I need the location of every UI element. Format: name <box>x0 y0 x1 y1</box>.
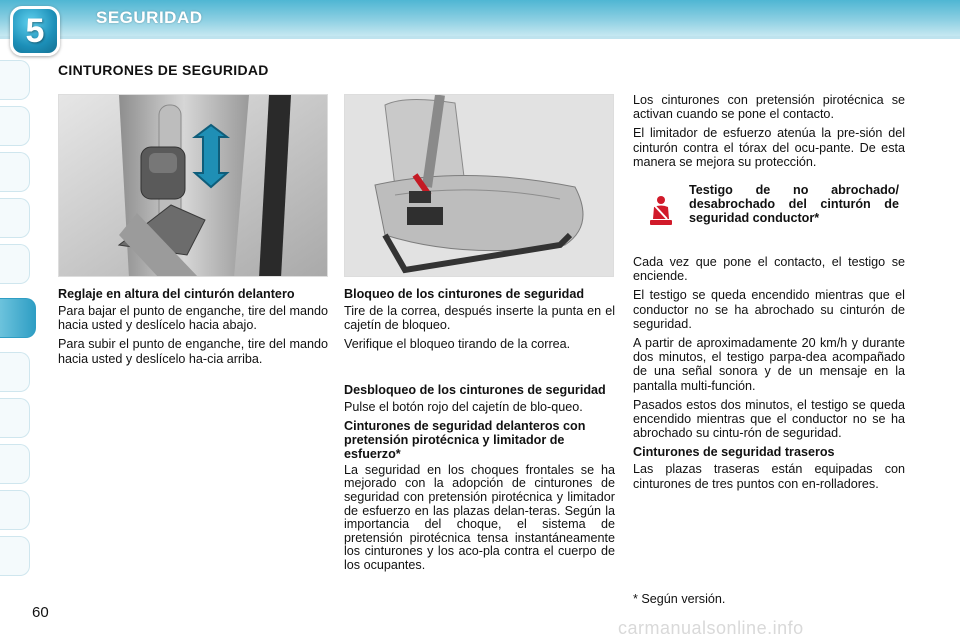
chapter-tab[interactable] <box>0 60 30 100</box>
belt-height-adjuster-illustration <box>59 95 328 277</box>
header-divider <box>0 36 960 39</box>
rear-belts-paragraph: Las plazas traseras están equipadas con cinturones de tres puntos con en-rolladores. <box>633 462 905 491</box>
warning-paragraph: A partir de aproximadamente 20 km/h y durante dos minutos, el testigo parpa-dea acompañado de una señal sonora y de un mensaje en la pantalla multi-función. <box>633 336 905 393</box>
seat-buckle-photo <box>344 94 614 277</box>
footnote: * Según versión. <box>633 592 726 606</box>
chapter-title: SEGURIDAD <box>96 8 203 27</box>
chapter-tab[interactable] <box>0 444 30 484</box>
seatbelt-warning-icon <box>645 195 677 227</box>
chapter-tab-active[interactable] <box>0 298 36 338</box>
seat-buckle-illustration <box>345 95 614 277</box>
warning-paragraph: Pasados estos dos minutos, el testigo se queda encendido mientras que el conductor no se ha abrochado su cintu-rón de seguridad. <box>633 397 905 441</box>
warning-light-block <box>633 183 905 249</box>
warning-light-title: Testigo de no abrochado/ desabrochado del cinturón de seguridad conductor* <box>689 183 899 226</box>
height-adjustment-heading: Reglaje en altura del cinturón delantero <box>58 287 295 301</box>
watermark: carmanualsonline.info <box>618 618 804 638</box>
unlock-paragraph: Pulse el botón rojo del cajetín de blo-queo. <box>344 399 583 414</box>
chapter-tab[interactable] <box>0 198 30 238</box>
intro-paragraph: Los cinturones con pretensión pirotécnica se activan cuando se pone el contacto. <box>633 93 905 122</box>
warning-paragraph: El testigo se queda encendido mientras que el conductor no se ha abrochado su cinturón de seguridad. <box>633 288 905 331</box>
pretensioner-info-column <box>633 93 905 496</box>
chapter-tab[interactable] <box>0 352 30 392</box>
page-number: 60 <box>32 604 49 621</box>
chapter-tab-rail <box>0 60 40 570</box>
intro-paragraph: El limitador de esfuerzo atenúa la pre-sión del cinturón contra el tórax del ocu-pante. De esta manera se mejora su protección. <box>633 126 905 169</box>
chapter-tab[interactable] <box>0 152 30 192</box>
chapter-number-badge: 5 <box>10 6 60 56</box>
chapter-tab[interactable] <box>0 398 30 438</box>
chapter-tab[interactable] <box>0 106 30 146</box>
height-adjustment-paragraph: Para bajar el punto de enganche, tire del mando hacia usted y deslícelo hacia abajo. <box>58 304 328 333</box>
lock-heading: Bloqueo de los cinturones de seguridad <box>344 287 585 301</box>
lock-paragraph: Tire de la correa, después inserte la punta en el cajetín de bloqueo. <box>344 304 615 333</box>
rear-belts-heading: Cinturones de seguridad traseros <box>633 445 835 460</box>
chapter-tab[interactable] <box>0 490 30 530</box>
height-adjustment-column <box>58 287 328 371</box>
belt-height-adjuster-photo <box>58 94 328 277</box>
height-adjustment-paragraph: Para subir el punto de enganche, tire del mando hacia usted y deslícelo ha-cia arriba. <box>58 337 328 366</box>
section-title: CINTURONES DE SEGURIDAD <box>58 62 269 78</box>
chapter-tab[interactable] <box>0 244 30 284</box>
pretension-paragraph: La seguridad en los choques frontales se ha mejorado con la adopción de cinturones de seguridad con pretensión pirotécnica y limitador de esfuerzo en las plazas delan-teras. Según la importancia del choque, el sistema de pretensión pirotécnica tensa instantáneamente los cinturones y los aco-pla contra el cuerpo de los ocupantes. <box>344 462 615 572</box>
unlock-heading: Desbloqueo de los cinturones de seguridad <box>344 382 606 397</box>
lock-paragraph: Verifique el bloqueo tirando de la correa. <box>344 337 571 352</box>
chapter-tab[interactable] <box>0 536 30 576</box>
warning-paragraph: Cada vez que pone el contacto, el testigo se enciende. <box>633 255 905 284</box>
pretension-heading: Cinturones de seguridad delanteros con pretensión pirotécnica y limitador de esfuerzo* <box>344 418 586 461</box>
locking-column <box>344 287 615 578</box>
